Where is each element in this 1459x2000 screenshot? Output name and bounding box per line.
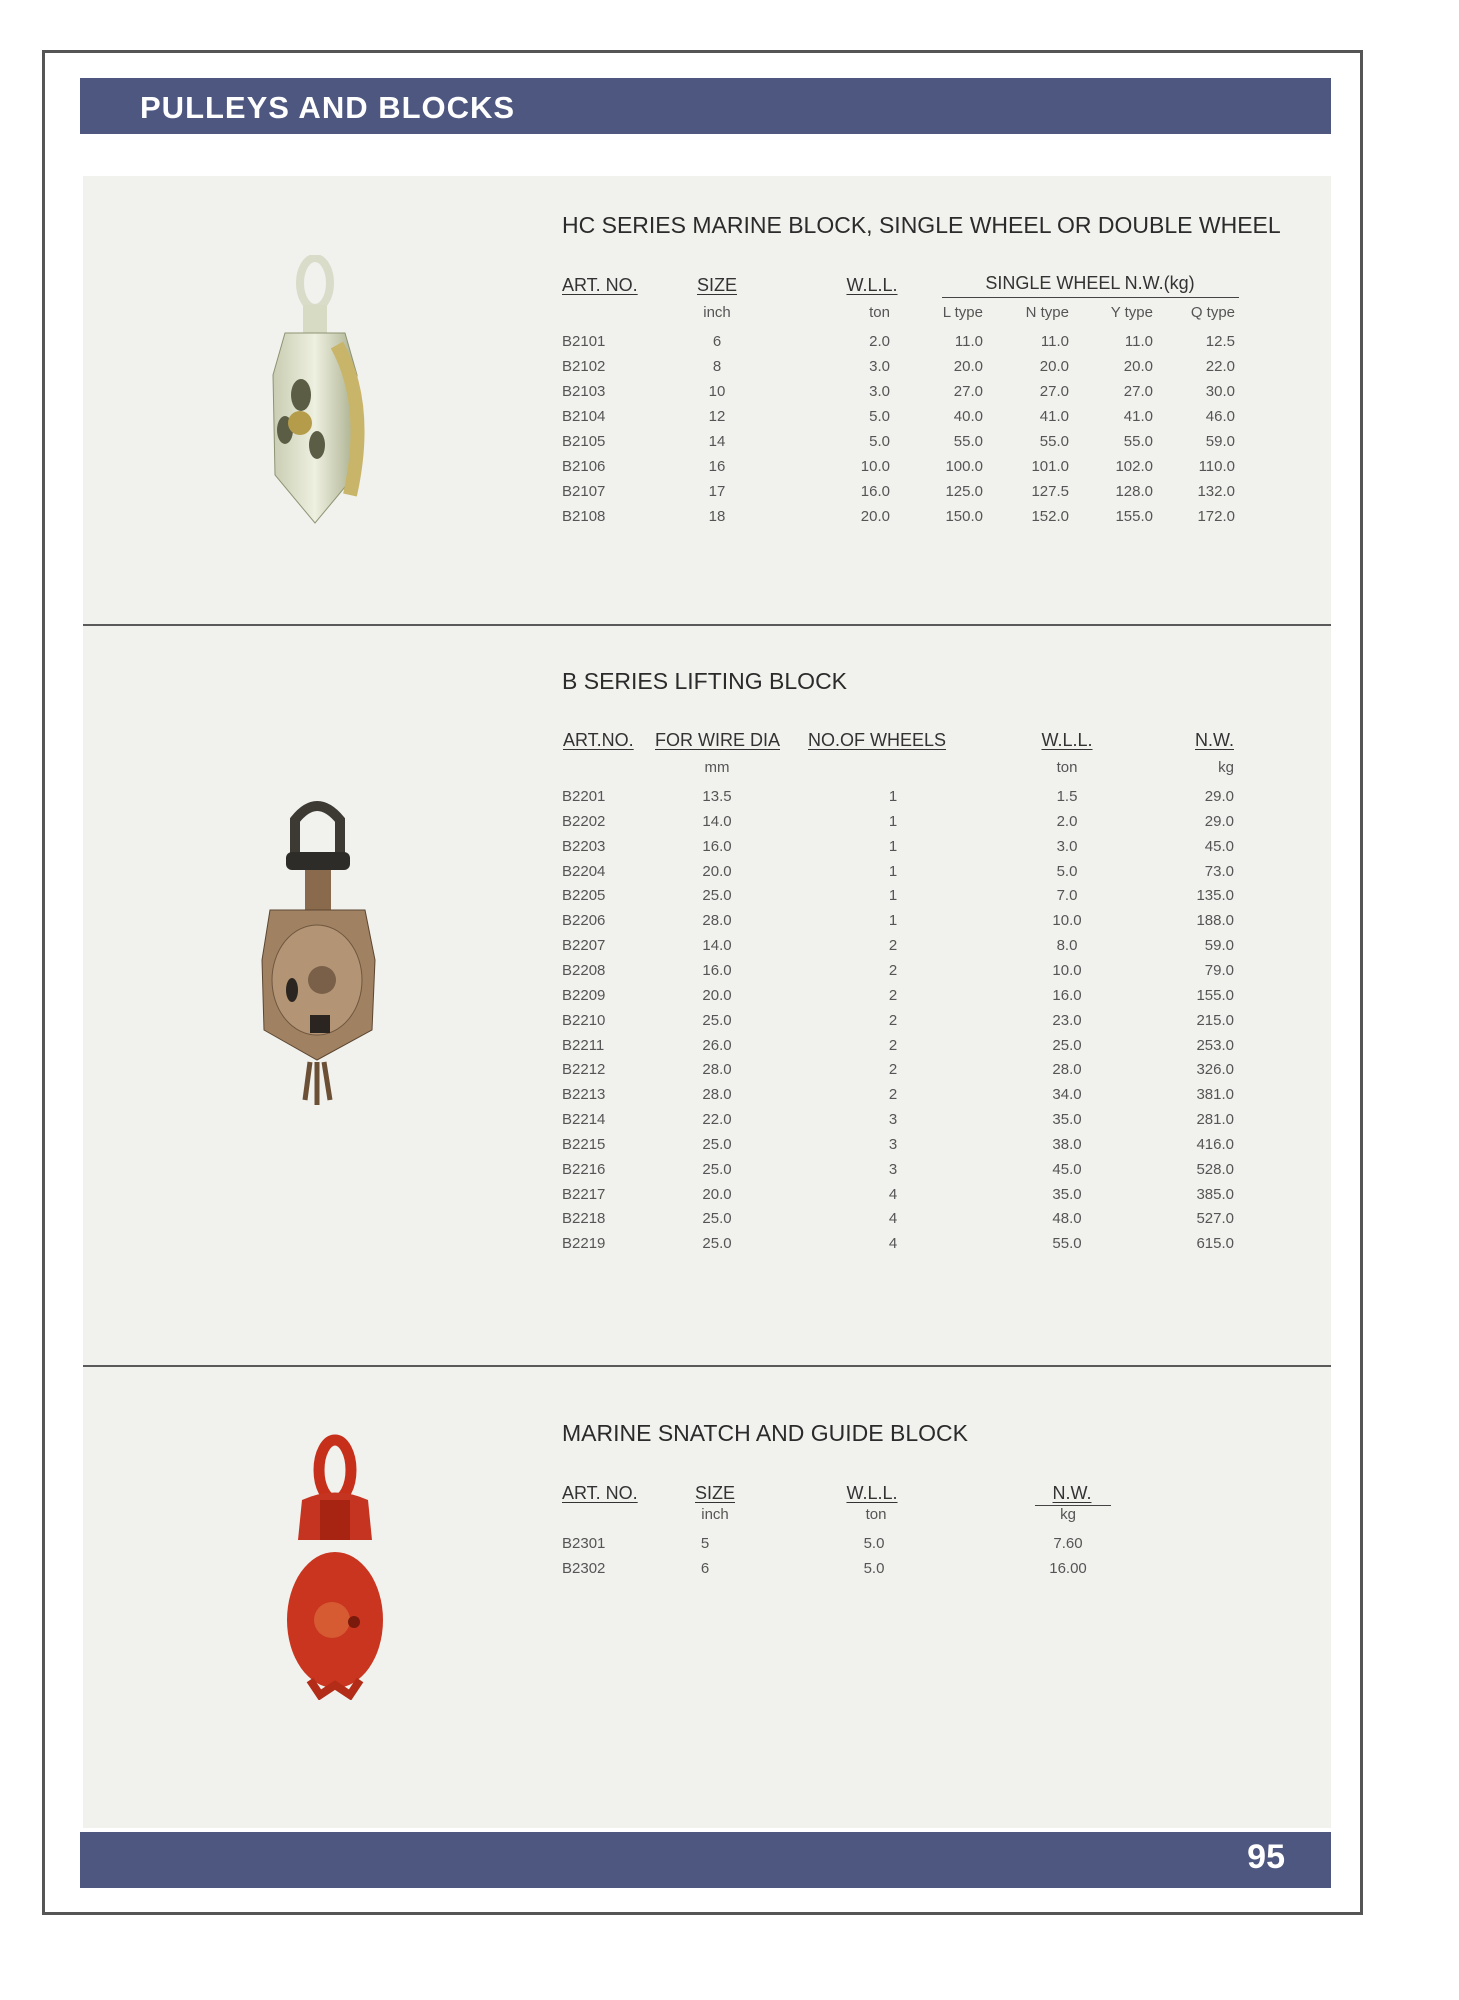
- table-cell: 11.0: [954, 333, 983, 350]
- table-cell: 1.5: [1056, 788, 1078, 805]
- table-cell: 10.0: [1052, 912, 1082, 930]
- table-cell: 25.0: [702, 1135, 732, 1153]
- table-cell: 150.0: [945, 508, 983, 525]
- hc-header-nw-group: SINGLE WHEEL N.W.(kg): [985, 273, 1195, 293]
- table-cell: 59.0: [1205, 433, 1235, 450]
- hc-unit-n-type: N type: [1025, 304, 1069, 321]
- table-cell: 16.0: [702, 837, 732, 855]
- table-cell: 385.0: [1196, 1185, 1234, 1203]
- table-cell: B2203: [562, 837, 606, 855]
- table-cell: 7.60: [1053, 1535, 1083, 1552]
- table-cell: 13.5: [702, 788, 732, 805]
- table-cell: 45.0: [1052, 1160, 1082, 1178]
- b-series-title: B SERIES LIFTING BLOCK: [562, 668, 848, 694]
- table-cell: 3.0: [869, 358, 890, 375]
- table-cell: 381.0: [1196, 1086, 1234, 1104]
- table-cell: 1: [888, 912, 898, 930]
- table-cell: 615.0: [1196, 1235, 1234, 1253]
- table-cell: 5.0: [863, 1535, 885, 1552]
- table-cell: 527.0: [1196, 1210, 1234, 1228]
- table-cell: 135.0: [1196, 887, 1234, 905]
- b-unit-wire-dia: mm: [704, 759, 730, 776]
- table-cell: 125.0: [945, 483, 983, 500]
- table-cell: 55.0: [1123, 433, 1153, 450]
- snatch-header-art-no: ART. NO.: [562, 1483, 638, 1503]
- table-cell: 2: [888, 937, 898, 955]
- snatch-header-nw: N.W.: [1052, 1483, 1092, 1503]
- table-cell: 25.0: [702, 1160, 732, 1178]
- table-cell: 16.0: [1052, 986, 1082, 1004]
- table-cell: B2208: [562, 961, 606, 979]
- snatch-guide-block-image: [280, 1430, 390, 1700]
- table-cell: B2207: [562, 937, 606, 955]
- table-cell: 28.0: [702, 1086, 732, 1104]
- table-cell: 18: [708, 508, 726, 525]
- table-cell: B2206: [562, 912, 606, 930]
- table-cell: 3: [888, 1160, 898, 1178]
- table-cell: 3.0: [1056, 837, 1078, 855]
- table-cell: 6: [700, 1560, 710, 1577]
- table-cell: 20.0: [953, 358, 983, 375]
- table-cell: 29.0: [1204, 788, 1234, 805]
- table-cell: 27.0: [953, 383, 983, 400]
- table-cell: 172.0: [1197, 508, 1235, 525]
- b-header-art-no: ART.NO.: [563, 730, 634, 750]
- table-cell: B2104: [562, 408, 606, 425]
- table-cell: 2.0: [1056, 812, 1078, 830]
- table-cell: 132.0: [1197, 483, 1235, 500]
- table-cell: 45.0: [1204, 837, 1234, 855]
- table-cell: 20.0: [702, 986, 732, 1004]
- table-cell: 11.0: [1040, 333, 1069, 350]
- table-cell: 12.5: [1205, 333, 1235, 350]
- snatch-title: MARINE SNATCH AND GUIDE BLOCK: [562, 1420, 968, 1446]
- hc-header-size: SIZE: [696, 275, 738, 295]
- table-cell: B2215: [562, 1135, 606, 1153]
- hc-marine-block-image: [245, 255, 385, 535]
- table-cell: 3: [888, 1111, 898, 1129]
- section-divider: [83, 1365, 1331, 1367]
- table-cell: 128.0: [1115, 483, 1153, 500]
- table-cell: 22.0: [702, 1111, 732, 1129]
- table-cell: 28.0: [1052, 1061, 1082, 1079]
- table-cell: B2105: [562, 433, 606, 450]
- table-cell: B2218: [562, 1210, 606, 1228]
- table-cell: B2106: [562, 458, 606, 475]
- table-cell: 2: [888, 1011, 898, 1029]
- table-cell: 14: [708, 433, 726, 450]
- table-cell: 101.0: [1031, 458, 1069, 475]
- snatch-unit-size: inch: [701, 1506, 729, 1523]
- table-cell: 215.0: [1196, 1011, 1234, 1029]
- table-cell: 16.00: [1049, 1560, 1087, 1577]
- table-cell: B2209: [562, 986, 606, 1004]
- snatch-unit-nw: kg: [1060, 1506, 1076, 1523]
- hc-header-wll: W.L.L.: [846, 275, 898, 295]
- table-cell: B2102: [562, 358, 606, 375]
- table-cell: 188.0: [1196, 912, 1234, 930]
- hc-unit-size: inch: [703, 304, 731, 321]
- table-cell: 20.0: [702, 862, 732, 880]
- table-cell: 35.0: [1052, 1111, 1082, 1129]
- table-cell: 5: [700, 1535, 710, 1552]
- table-cell: 5.0: [869, 408, 890, 425]
- table-cell: 155.0: [1196, 986, 1234, 1004]
- table-cell: 17: [708, 483, 726, 500]
- table-cell: B2101: [562, 333, 606, 350]
- table-cell: 25.0: [702, 1235, 732, 1253]
- table-cell: B2210: [562, 1011, 606, 1029]
- table-cell: 3: [888, 1135, 898, 1153]
- table-cell: 20.0: [702, 1185, 732, 1203]
- b-series-lifting-block-image: [250, 800, 385, 1110]
- table-cell: 35.0: [1052, 1185, 1082, 1203]
- table-cell: 1: [888, 837, 898, 855]
- table-cell: 14.0: [702, 812, 732, 830]
- b-header-nw: N.W.: [1195, 730, 1234, 750]
- table-cell: 79.0: [1204, 961, 1234, 979]
- table-cell: 25.0: [702, 1011, 732, 1029]
- table-cell: B2204: [562, 862, 606, 880]
- table-cell: 2: [888, 1061, 898, 1079]
- table-cell: 20.0: [1123, 358, 1153, 375]
- table-cell: B2301: [562, 1535, 606, 1552]
- table-cell: 40.0: [953, 408, 983, 425]
- table-cell: B2214: [562, 1111, 606, 1129]
- table-cell: 55.0: [1052, 1235, 1082, 1253]
- table-cell: B2108: [562, 508, 606, 525]
- table-cell: B2103: [562, 383, 606, 400]
- table-cell: 16.0: [860, 483, 890, 500]
- b-unit-nw: kg: [1218, 759, 1234, 776]
- table-cell: 2: [888, 961, 898, 979]
- table-cell: 22.0: [1205, 358, 1235, 375]
- header-bar: [80, 78, 1331, 134]
- table-cell: 27.0: [1039, 383, 1069, 400]
- table-cell: 2: [888, 1036, 898, 1054]
- page-number: 95: [1247, 1838, 1285, 1876]
- table-cell: 12: [708, 408, 726, 425]
- table-cell: B2107: [562, 483, 606, 500]
- table-cell: 5.0: [869, 433, 890, 450]
- table-cell: 155.0: [1115, 508, 1153, 525]
- table-cell: B2202: [562, 812, 606, 830]
- table-cell: 25.0: [702, 887, 732, 905]
- table-cell: 26.0: [702, 1036, 732, 1054]
- table-cell: 16: [708, 458, 726, 475]
- table-cell: 326.0: [1196, 1061, 1234, 1079]
- table-cell: 28.0: [702, 1061, 732, 1079]
- table-cell: 7.0: [1056, 887, 1078, 905]
- table-cell: 4: [888, 1235, 898, 1253]
- table-cell: 1: [888, 887, 898, 905]
- table-cell: B2205: [562, 887, 606, 905]
- table-cell: 41.0: [1123, 408, 1153, 425]
- table-cell: 1: [888, 788, 898, 805]
- table-cell: 46.0: [1205, 408, 1235, 425]
- table-cell: 253.0: [1196, 1036, 1234, 1054]
- hc-unit-l-type: L type: [942, 304, 983, 321]
- table-cell: 1: [888, 862, 898, 880]
- table-cell: 29.0: [1204, 812, 1234, 830]
- table-cell: 16.0: [702, 961, 732, 979]
- table-cell: 152.0: [1031, 508, 1069, 525]
- table-cell: 59.0: [1204, 937, 1234, 955]
- snatch-header-size: SIZE: [694, 1483, 736, 1503]
- table-cell: 10.0: [860, 458, 890, 475]
- hc-header-art-no: ART. NO.: [562, 275, 638, 295]
- table-cell: 4: [888, 1185, 898, 1203]
- table-cell: B2219: [562, 1235, 606, 1253]
- b-unit-wll: ton: [1056, 759, 1078, 776]
- table-cell: 20.0: [1039, 358, 1069, 375]
- table-cell: 100.0: [945, 458, 983, 475]
- table-cell: 5.0: [863, 1560, 885, 1577]
- table-cell: 10: [708, 383, 726, 400]
- b-header-wire-dia: FOR WIRE DIA: [655, 730, 780, 750]
- hc-unit-q-type: Q type: [1190, 304, 1235, 321]
- table-cell: 25.0: [702, 1210, 732, 1228]
- table-cell: 55.0: [953, 433, 983, 450]
- table-cell: 127.5: [1031, 483, 1069, 500]
- page-title: PULLEYS AND BLOCKS: [140, 90, 516, 125]
- hc-unit-y-type: Y type: [1110, 304, 1153, 321]
- table-cell: 34.0: [1052, 1086, 1082, 1104]
- table-cell: 48.0: [1052, 1210, 1082, 1228]
- table-cell: B2216: [562, 1160, 606, 1178]
- table-cell: B2201: [562, 788, 606, 805]
- table-cell: 41.0: [1039, 408, 1069, 425]
- table-cell: 110.0: [1198, 458, 1235, 475]
- table-cell: 5.0: [1056, 862, 1078, 880]
- table-cell: 2: [888, 986, 898, 1004]
- hc-series-title: HC SERIES MARINE BLOCK, SINGLE WHEEL OR DOUBLE WHEEL: [562, 212, 1281, 238]
- table-cell: 20.0: [860, 508, 890, 525]
- table-cell: 55.0: [1039, 433, 1069, 450]
- table-cell: 281.0: [1196, 1111, 1234, 1129]
- table-cell: 73.0: [1204, 862, 1234, 880]
- table-cell: 3.0: [869, 383, 890, 400]
- table-cell: 28.0: [702, 912, 732, 930]
- table-cell: 2: [888, 1086, 898, 1104]
- table-cell: 8.0: [1056, 937, 1078, 955]
- table-cell: 23.0: [1052, 1011, 1082, 1029]
- section-divider: [83, 624, 1331, 626]
- hc-unit-wll: ton: [869, 304, 890, 321]
- table-cell: B2211: [562, 1036, 605, 1054]
- table-cell: 6: [712, 333, 722, 350]
- table-cell: 416.0: [1196, 1135, 1234, 1153]
- table-cell: 4: [888, 1210, 898, 1228]
- snatch-unit-wll: ton: [865, 1506, 887, 1523]
- table-cell: 528.0: [1196, 1160, 1234, 1178]
- table-cell: 11.0: [1124, 333, 1153, 350]
- snatch-header-wll: W.L.L.: [846, 1483, 898, 1503]
- table-cell: B2302: [562, 1560, 606, 1577]
- table-cell: B2217: [562, 1185, 606, 1203]
- table-cell: B2212: [562, 1061, 606, 1079]
- table-cell: 1: [888, 812, 898, 830]
- table-cell: 10.0: [1052, 961, 1082, 979]
- table-cell: B2213: [562, 1086, 606, 1104]
- table-cell: 25.0: [1052, 1036, 1082, 1054]
- table-cell: 30.0: [1205, 383, 1235, 400]
- b-header-wheels: NO.OF WHEELS: [808, 730, 947, 750]
- footer-bar: [80, 1832, 1331, 1888]
- table-cell: 14.0: [702, 937, 732, 955]
- b-header-wll: W.L.L.: [1041, 730, 1093, 750]
- table-cell: 27.0: [1123, 383, 1153, 400]
- hc-header-nw-underline: [942, 297, 1239, 298]
- table-cell: 2.0: [869, 333, 890, 350]
- table-cell: 8: [712, 358, 722, 375]
- table-cell: 38.0: [1052, 1135, 1082, 1153]
- table-cell: 102.0: [1115, 458, 1153, 475]
